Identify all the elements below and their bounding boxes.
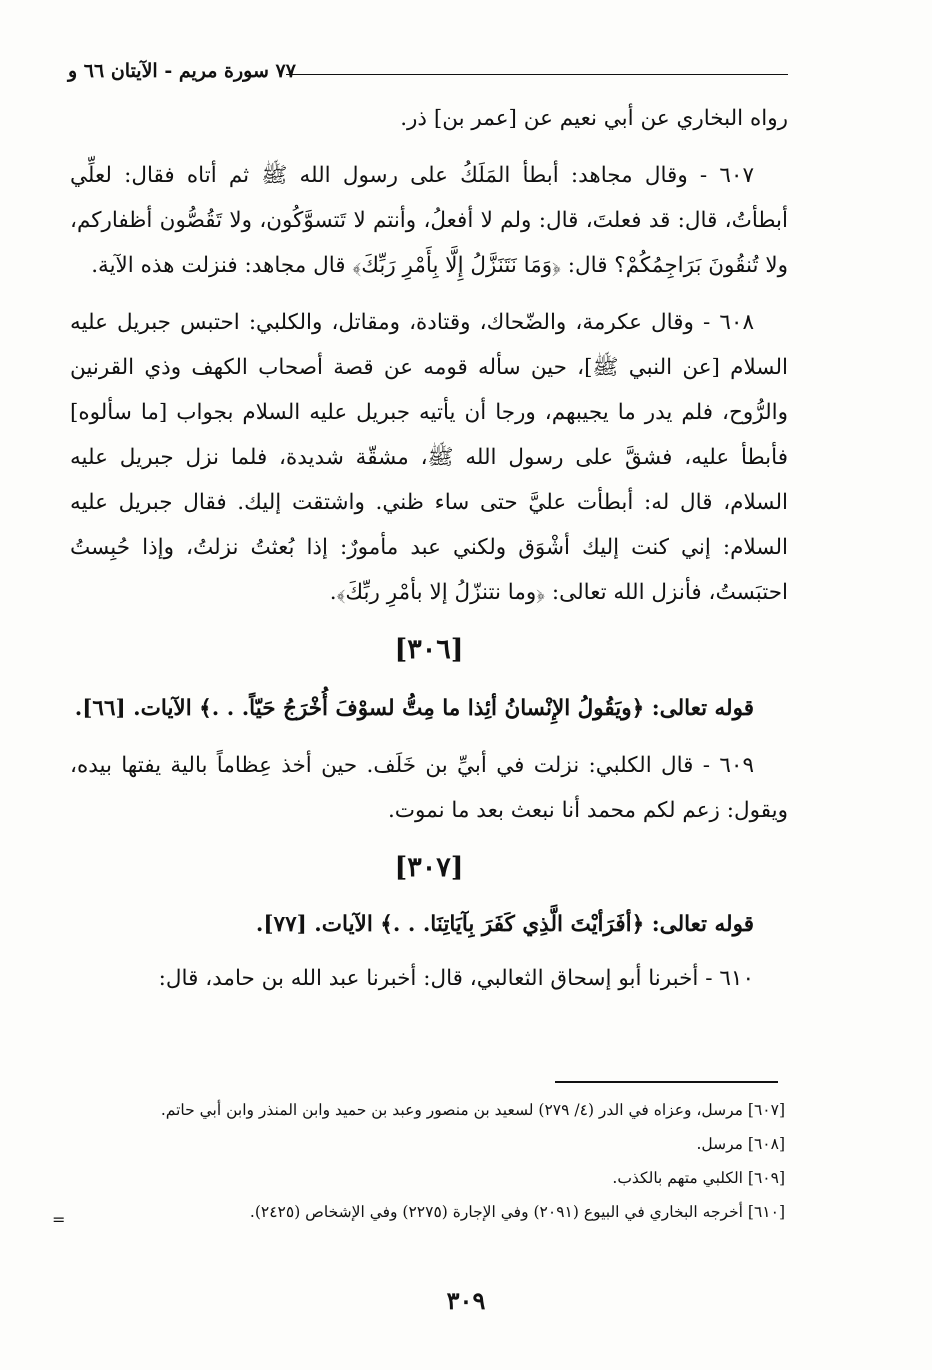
paragraph-narration-source: رواه البخاري عن أبي نعيم عن [عمر بن] ذر. xyxy=(400,106,788,131)
paragraph-610: ٦١٠ - أخبرنا أبو إسحاق الثعالبي، قال: أخبرنا عبد الله بن حامد، قال: xyxy=(158,966,754,991)
footnote-608: [٦٠٨] مرسل. xyxy=(696,1135,785,1153)
section-number-306: [٣٠٦] xyxy=(394,634,464,665)
continuation-mark: = xyxy=(52,1210,66,1229)
header-rule xyxy=(286,74,788,75)
verse-66: قوله تعالى: ﴿ويَقُولُ الإِنْسانُ أئِذا ما مِتُّ لسوْفَ أُخْرَجُ حَيّاً. . .﴾ الآيات. [٦٦]. xyxy=(74,696,754,721)
paragraph-608: ٦٠٨ - وقال عكرمة، والضّحاك، وقتادة، ومقاتل، والكلبي: احتبس جبريل عليه السلام [عن النبي ﷺ]، حين سأله قومه عن قصة أصحاب الكهف وذي القرنين والرُّوح، فلم يدر ما يجيبهم، ورجا أن يأتيه جبريل عليه السلام بجواب [ما سألوه] فأبطأ عليه، فشقَّ على رسول الله ﷺ، مشقّة شديدة، فلما نزل جبريل عليه السلام، قال له: أبطأت عليَّ حتى ساء ظني. واشتقت إليك. فقال جبريل عليه السلام: إني كنت إليك أشْوَق ولكني عبد مأمورٌ: إذا بُعثتُ نزلتُ، وإذا حُبِستُ احتبَستُ، فأنزل الله تعالى: ﴿وما نتنزّلُ إلا بأمْرِ ربِّكَ﴾. xyxy=(70,310,788,605)
page-number: ٣٠٩ xyxy=(446,1286,486,1315)
footnotes xyxy=(80,1093,785,1229)
paragraph-609: ٦٠٩ - قال الكلبي: نزلت في أبيِّ بن خَلَف. حين أخذ عِظاماً بالية يفتها بيده، ويقول: زعم لكم محمد أنا نبعث بعد ما نموت. xyxy=(70,753,788,823)
paragraph-607: ٦٠٧ - وقال مجاهد: أبطأ المَلَكُ على رسول الله ﷺ ثم أتاه فقال: لعلِّي أبطأتُ، قال: قد فعلتَ، قال: ولم لا أفعلُ، وأنتم لا تَتسوَّكُون، ولا تَقُصُّون أظفاركم، ولا تُنقُونَ بَرَاجِمُكُمْ؟ قال: ﴿وَمَا نَتَنَزَّلُ إِلَّا بِأَمْرِ رَبِّكَ﴾ قال مجاهد: فنزلت هذه الآية. xyxy=(70,163,788,278)
footnote-609: [٦٠٩] الكلبي متهم بالكذب. xyxy=(612,1169,785,1187)
header-title: ٧٧ سورة مريم - الآيتان ٦٦ و xyxy=(68,60,296,82)
running-header xyxy=(68,60,788,90)
verse-77: قوله تعالى: ﴿أفَرَأيْتَ الَّذِي كَفَرَ بِآيَاتِنَا. . .﴾ الآيات. [٧٧]. xyxy=(255,912,754,937)
footnote-607: [٦٠٧] مرسل، وعزاه في الدر (٤/ ٢٧٩) لسعيد بن منصور وعبد بن حميد وابن المنذر وابن أبي حاتم. xyxy=(160,1101,785,1119)
footnote-separator xyxy=(555,1081,778,1083)
main-text xyxy=(70,96,788,1000)
section-number-307: [٣٠٧] xyxy=(394,852,464,883)
footnote-610: [٦١٠] أخرجه البخاري في البيوع (٢٠٩١) وفي الإجارة (٢٢٧٥) وفي الإشخاص (٢٤٢٥). xyxy=(249,1203,785,1221)
